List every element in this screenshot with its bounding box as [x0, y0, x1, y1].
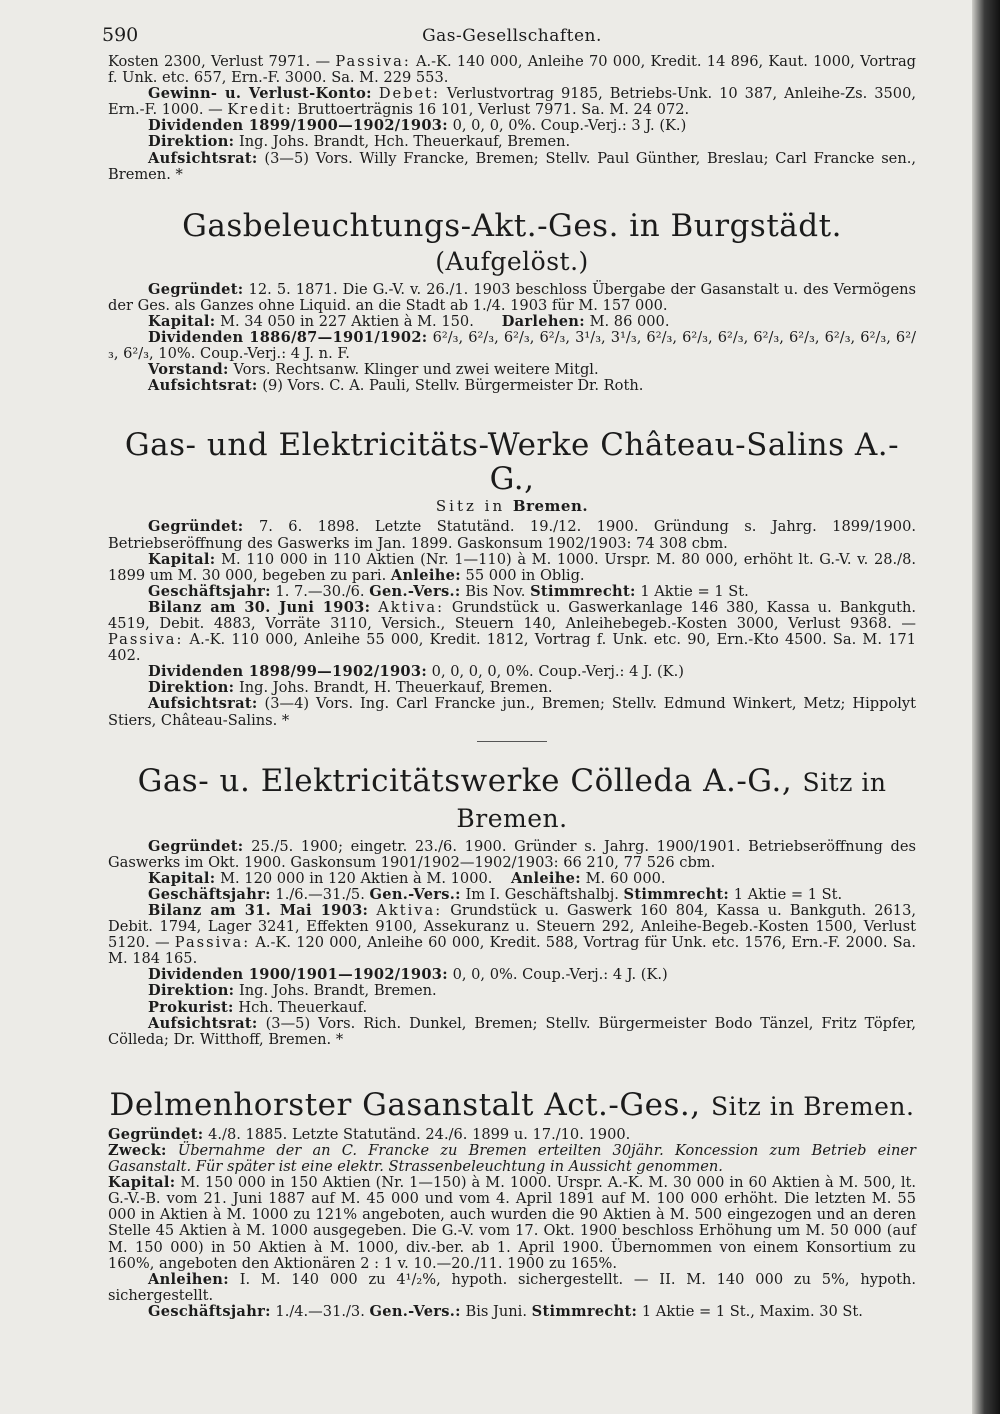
founded-paragraph: Gegründet: 7. 6. 1898. Letzte Statutänd. 19./12. 1900. Gründung s. Jahrg. 1899/1900. Betriebseröffnung des Gaswerks im Jan. 1899. Gaskonsum 1902/1903: 74 308 cbm. — [108, 518, 917, 552]
profit-loss-paragraph: Gewinn- u. Verlust-Konto: Debet: Verlustvortrag 9185, Betriebs-Unk. 10 387, Anleihe-Zs. 3500, Ern.-F. 1000. — Kredit: Bruttoerträgnis 16 101, Verlust 7971. Sa. M. 24 072. — [108, 85, 917, 119]
authorized-officer-paragraph: Prokurist: Hch. Theuerkauf. — [148, 998, 368, 1016]
capital-paragraph: Kapital: M. 34 050 in 227 Aktien à M. 150. Darlehen: M. 86 000. — [148, 312, 670, 330]
supervisory-board-paragraph: Aufsichtsrat: (9) Vors. C. A. Pauli, Stellv. Bürgermeister Dr. Roth. — [148, 377, 644, 395]
company-heading: Gas- und Elektricitäts-Werke Château-Salins A.-G., — [124, 427, 900, 498]
management-paragraph: Direktion: Ing. Johs. Brandt, Hch. Theuerkauf, Bremen. — [148, 133, 571, 151]
entry-coelleda — [108, 764, 916, 1048]
supervisory-board-paragraph: Aufsichtsrat: (3—5) Vors. Willy Francke, Bremen; Stellv. Paul Günther, Breslau; Carl Francke sen., Bremen. * — [108, 149, 916, 183]
company-seat: Sitz in Bremen. — [435, 497, 589, 516]
balance-paragraph: Bilanz am 31. Mai 1903: Aktiva: Grundstück u. Gaswerk 160 804, Kassa u. Bankguth. 2613, Debit. 1794, Lager 3241, Effekten 9100, Assekuranz u. Steuern 292, Anleihe-Begeb.-Kosten 1500, Verlust 5120. — Passiva: A.-K. 120 000, Anleihe 60 000, Kredit. 588, Vortrag für Unk. etc. 1576, Ern.-F. 2000. Sa. M. 184 165. — [108, 902, 917, 968]
entry-delmenhorst — [108, 1088, 916, 1320]
capital-paragraph: Kapital: M. 110 000 in 110 Aktien (Nr. 1—110) à M. 1000. Urspr. M. 80 000, erhöht lt. G.-V. v. 28./8. 1899 um M. 30 000, begeben zu pari. Anleihe: 55 000 in Oblig. — [108, 550, 917, 584]
supervisory-board-paragraph: Aufsichtsrat: (3—5) Vors. Rich. Dunkel, Bremen; Stellv. Bürgermeister Bodo Tänzel, Fritz Töpfer, Cölleda; Dr. Witthoff, Bremen. * — [108, 1014, 917, 1048]
bonds-paragraph: Anleihen: I. M. 140 000 zu 4¹/₂%, hypoth. sichergestellt. — II. M. 140 000 zu 5%, hypoth. sichergestellt. — [108, 1270, 916, 1304]
founded-paragraph: Gegründet: 4./8. 1885. Letzte Statutänd. 24./6. 1899 u. 17./10. 1900. — [108, 1125, 631, 1143]
running-head — [102, 24, 916, 54]
founded-paragraph: Gegründet: 25./5. 1900; eingetr. 23./6. 1900. Gründer s. Jahrg. 1900/1901. Betriebseröffnung des Gaswerks im Okt. 1900. Gaskonsum 1901/1902—1902/1903: 66 210, 77 526 cbm. — [108, 837, 916, 871]
dividends-paragraph: Dividenden 1898/99—1902/1903: 0, 0, 0, 0, 0%. Coup.-Verj.: 4 J. (K.) — [148, 663, 684, 681]
entry-continuation — [108, 54, 916, 183]
dividends-paragraph: Dividenden 1899/1900—1902/1903: 0, 0, 0, 0%. Coup.-Verj.: 3 J. (K.) — [148, 117, 687, 135]
purpose-paragraph: Zweck: Übernahme der an C. Francke zu Bremen erteilten 30jähr. Koncession zum Betrieb einer Gasanstalt. Für später ist eine elektr. Strassenbeleuchtung in Aussicht genommen. — [108, 1141, 916, 1176]
entry-chateau-salins — [108, 428, 916, 741]
dividends-paragraph: Dividenden 1886/87—1901/1902: 6²/₃, 6²/₃, 6²/₃, 6²/₃, 3¹/₃, 3¹/₃, 6²/₃, 6²/₃, 6²/₃, 6²/₃, 6²/₃, 6²/₃, 6²/₃, 6²/₃, 6²/₃, 10%. Coup.-Verj.: 4 J. n. F. — [108, 329, 916, 363]
capital-paragraph: Kapital: M. 150 000 in 150 Aktien (Nr. 1—150) à M. 1000. Urspr. A.-K. M. 30 000 in 60 Aktien à M. 500, lt. G.-V.-B. vom 21. Juni 1887 auf M. 45 000 und vom 4. April 1891 auf M. 100 000 erhöht. Die letzten M. 55 000 in Aktien à M. 1000 zu 121% angeboten, auch wurden die 90 Aktien à M. 500 eingezogen und an deren Stelle 45 Aktien à M. 1000 ausgegeben. Die G.-V. vom 17. Okt. 1900 beschloss Erhöhung um M. 50 000 (auf M. 150 000) in 50 Aktien à M. 1000, div.-ber. ab 1. April 1900. Übernommen von einem Konsortium zu 160%, angeboten den Aktionären 2 : 1 v. 10.—20./11. 1900 zu 165%. — [108, 1174, 916, 1272]
page — [102, 24, 917, 1320]
balance-passiva-paragraph: Kosten 2300, Verlust 7971. — Passiva: A.-K. 140 000, Anleihe 70 000, Kredit. 14 896, Kaut. 1000, Vortrag f. Unk. etc. 657, Ern.-F. 3000. Sa. M. 229 553. — [108, 53, 917, 87]
founded-paragraph: Gegründet: 12. 5. 1871. Die G.-V. v. 26./1. 1903 beschloss Übergabe der Gasanstalt u. des Vermögens der Ges. als Ganzes ohne Liquid. an die Stadt ab 1./4. 1903 für M. 157 000. — [108, 280, 916, 314]
fiscal-year-paragraph: Geschäftsjahr: 1. 7.—30./6. Gen.-Vers.: Bis Nov. Stimmrecht: 1 Aktie = 1 St. — [148, 582, 749, 600]
section-divider — [477, 741, 547, 742]
fiscal-year-paragraph: Geschäftsjahr: 1./6.—31./5. Gen.-Vers.: Im I. Geschäftshalbj. Stimmrecht: 1 Aktie = 1 St. — [148, 885, 843, 903]
book-spine-shadow — [972, 0, 1000, 1414]
capital-paragraph: Kapital: M. 120 000 in 120 Aktien à M. 1000. Anleihe: M. 60 000. — [148, 869, 666, 887]
management-paragraph: Direktion: Ing. Johs. Brandt, Bremen. — [148, 982, 437, 1000]
management-paragraph: Direktion: Ing. Johs. Brandt, H. Theuerkauf, Bremen. — [148, 679, 553, 697]
dividends-paragraph: Dividenden 1900/1901—1902/1903: 0, 0, 0%. Coup.-Verj.: 4 J. (K.) — [148, 966, 668, 984]
board-paragraph: Vorstand: Vors. Rechtsanw. Klinger und zwei weitere Mitgl. — [148, 361, 599, 379]
company-heading: Gasbeleuchtungs-Akt.-Ges. in Burgstädt. (Aufgelöst.) — [182, 207, 842, 276]
entry-burgstaedt — [108, 209, 916, 395]
company-heading: Gas- u. Elektricitätswerke Cölleda A.-G., Sitz in Bremen. — [137, 762, 887, 833]
running-title: Gas-Gesellschaften. — [422, 26, 602, 46]
company-heading: Delmenhorster Gasanstalt Act.-Ges., Sitz in Bremen. — [109, 1086, 915, 1123]
supervisory-board-paragraph: Aufsichtsrat: (3—4) Vors. Ing. Carl Francke jun., Bremen; Stellv. Edmund Winkert, Metz; Hippolyt Stiers, Château-Salins. * — [108, 695, 917, 729]
page-number: 590 — [102, 24, 139, 46]
balance-paragraph: Bilanz am 30. Juni 1903: Aktiva: Grundstück u. Gaswerkanlage 146 380, Kassa u. Bankguth. 4519, Debit. 4883, Vorräte 3110, Versich., Steuern 140, Anleihebegeb.-Kosten 3000, Verlust 9368. — Passiva: A.-K. 110 000, Anleihe 55 000, Kredit. 1812, Vortrag f. Unk. etc. 90, Ern.-Kto 4500. Sa. M. 171 402. — [108, 598, 917, 665]
fiscal-year-paragraph: Geschäftsjahr: 1./4.—31./3. Gen.-Vers.: Bis Juni. Stimmrecht: 1 Aktie = 1 St., Maxim. 30 St. — [148, 1302, 863, 1320]
